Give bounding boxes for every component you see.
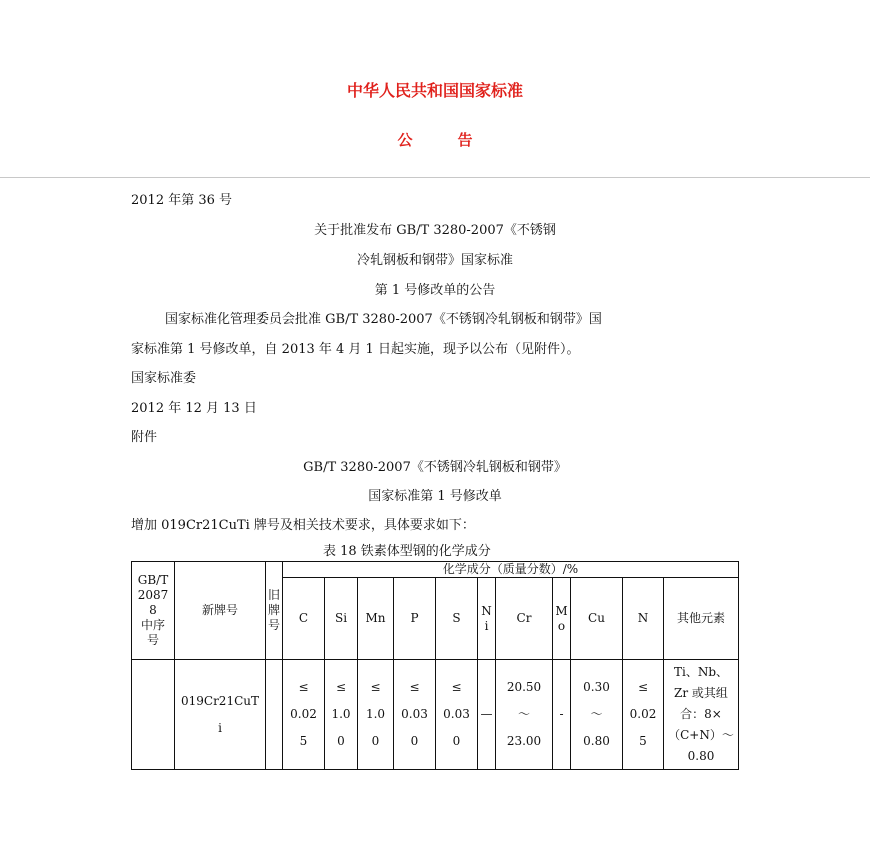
issue-date: 2012 年 12 月 13 日 bbox=[131, 401, 257, 416]
paragraph-line-1: 国家标准化管理委员会批准 GB/T 3280-2007《不锈钢冷轧钢板和钢带》国 bbox=[165, 312, 602, 327]
cell-c: ≤ 0.02 5 bbox=[283, 660, 325, 770]
cell-other: Ti、Nb、 Zr 或其组 合：8× （C+N）～ 0.80 bbox=[664, 660, 739, 770]
attachment-title-1: GB/T 3280-2007《不锈钢冷轧钢板和钢带》 bbox=[303, 460, 567, 475]
header-new-grade: 新牌号 bbox=[175, 562, 266, 660]
paragraph-line-2: 家标准第 1 号修改单，自 2013 年 4 月 1 日起实施，现予以公布（见附件）。 bbox=[131, 342, 580, 357]
heading-line-2: 冷轧钢板和钢带》国家标准 bbox=[356, 253, 513, 268]
cell-mo: - bbox=[553, 660, 571, 770]
heading-line-1: 关于批准发布 GB/T 3280-2007《不锈钢 bbox=[314, 223, 556, 238]
attachment-label: 附件 bbox=[131, 430, 158, 445]
cell-mn: ≤ 1.0 0 bbox=[358, 660, 394, 770]
header-n: N bbox=[623, 578, 664, 660]
header-cu: Cu bbox=[571, 578, 623, 660]
cell-n: ≤ 0.02 5 bbox=[623, 660, 664, 770]
header-si: Si bbox=[325, 578, 358, 660]
cell-cu: 0.30 ～ 0.80 bbox=[571, 660, 623, 770]
issuer: 国家标准委 bbox=[131, 371, 197, 386]
header-old-grade: 旧 牌 号 bbox=[266, 562, 283, 660]
header-p: P bbox=[394, 578, 436, 660]
cell-seq bbox=[132, 660, 175, 770]
standard-title: 中华人民共和国国家标准 bbox=[346, 81, 523, 100]
header-c: C bbox=[283, 578, 325, 660]
header-mn: Mn bbox=[358, 578, 394, 660]
announcement-title: 公 告 bbox=[397, 131, 473, 149]
cell-ni: — bbox=[478, 660, 496, 770]
header-composition-group: 化学成分（质量分数）/% bbox=[283, 562, 739, 578]
cell-old-grade bbox=[266, 660, 283, 770]
heading-line-3: 第 1 号修改单的公告 bbox=[374, 283, 496, 298]
announcement-number: 2012 年第 36 号 bbox=[131, 193, 233, 208]
attachment-title-2: 国家标准第 1 号修改单 bbox=[368, 489, 502, 504]
table-row bbox=[132, 660, 739, 770]
cell-s: ≤ 0.03 0 bbox=[436, 660, 478, 770]
header-other: 其他元素 bbox=[664, 578, 739, 660]
header-cr: Cr bbox=[496, 578, 553, 660]
chemical-composition-table bbox=[131, 561, 739, 770]
intro-text: 增加 019Cr21CuTi 牌号及相关技术要求，具体要求如下： bbox=[131, 518, 475, 533]
header-mo: M o bbox=[553, 578, 571, 660]
cell-p: ≤ 0.03 0 bbox=[394, 660, 436, 770]
cell-si: ≤ 1.0 0 bbox=[325, 660, 358, 770]
cell-new-grade: 019Cr21CuT i bbox=[175, 660, 266, 770]
cell-cr: 20.50 ～ 23.00 bbox=[496, 660, 553, 770]
header-seq: GB/T 2087 8 中序 号 bbox=[132, 562, 175, 660]
table-caption: 表 18 铁素体型钢的化学成分 bbox=[323, 544, 491, 559]
header-ni: N i bbox=[478, 578, 496, 660]
header-s: S bbox=[436, 578, 478, 660]
header-divider bbox=[0, 177, 870, 178]
